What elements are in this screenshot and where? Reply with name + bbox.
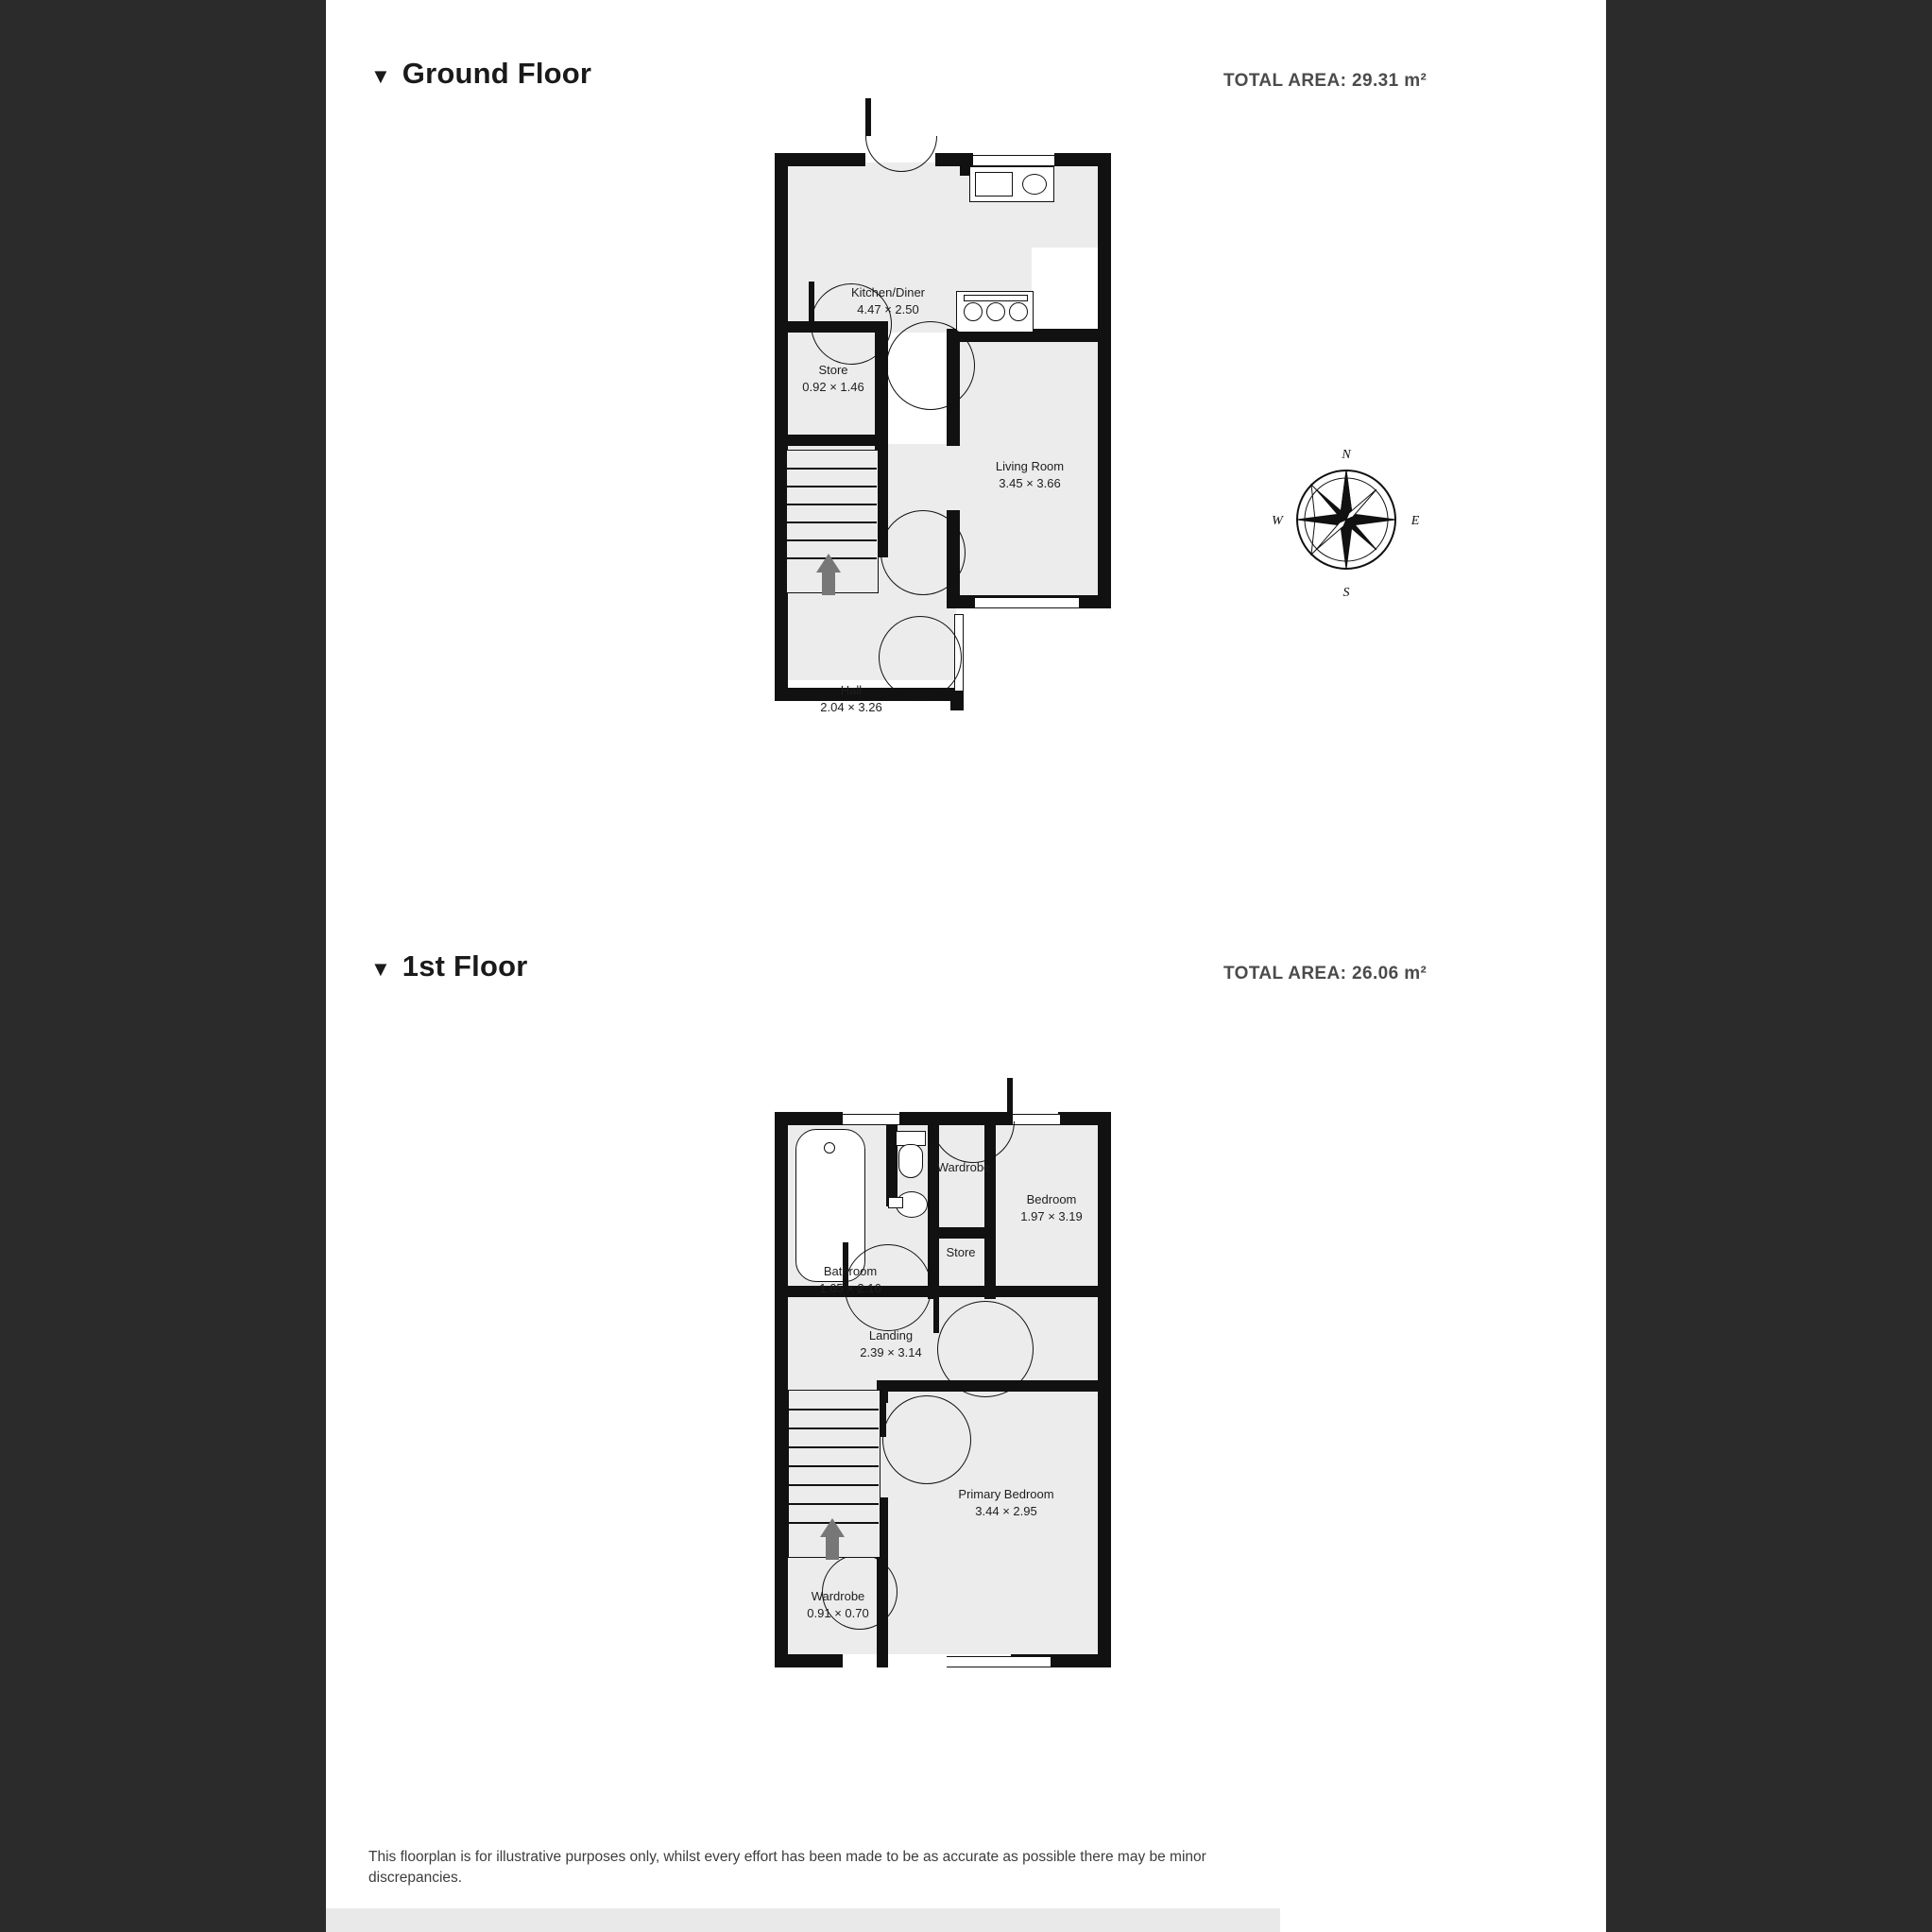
window-primary: [947, 1656, 1051, 1667]
room-name: Living Room: [995, 459, 1065, 473]
compass-icon: [1257, 430, 1436, 609]
stair-step: [788, 1465, 879, 1467]
stair-arrow-up-icon: [820, 1518, 845, 1537]
room-label-primary-bedroom: [921, 1486, 1091, 1519]
svg-text:N: N: [1342, 448, 1351, 462]
wall-top-left: [775, 1112, 843, 1125]
svg-text:S: S: [1342, 586, 1350, 600]
room-name: Bathroom: [823, 1264, 878, 1278]
room-label-store: [767, 362, 899, 395]
room-label-bathroom: [779, 1263, 921, 1296]
stair-step: [788, 1446, 879, 1448]
page-bottom-strip: [326, 1908, 1280, 1932]
stair-step: [786, 486, 877, 487]
window-living: [975, 597, 1079, 608]
stair-step: [786, 468, 877, 470]
room-label-wardrobe-lower: [777, 1588, 899, 1621]
stair-step: [788, 1484, 879, 1486]
window-bedroom: [1013, 1114, 1060, 1125]
section-title: Ground Floor: [402, 57, 592, 90]
wall-top-left: [775, 153, 865, 166]
room-dims: 3.45 × 3.66: [999, 475, 1061, 490]
bath-plug: [824, 1142, 835, 1154]
room-dims: 4.47 × 2.50: [857, 301, 919, 316]
door-leaf-kitchen-entry: [865, 98, 871, 136]
room-dims: 0.92 × 1.46: [802, 379, 864, 394]
wall-bottom-left: [775, 1654, 843, 1667]
room-label-living: [949, 458, 1110, 491]
room-name: Store: [818, 363, 848, 377]
svg-text:W: W: [1272, 514, 1283, 528]
hob-ring-2: [986, 302, 1005, 321]
stair-step: [786, 539, 877, 541]
hob-ring-3: [1009, 302, 1028, 321]
room-dims: 1.97 × 3.19: [1020, 1208, 1083, 1223]
door-leaf-primary: [881, 1393, 886, 1437]
room-label-kitchen: [803, 284, 973, 317]
stair-step: [786, 504, 877, 505]
section-header-first-floor[interactable]: [370, 949, 527, 983]
stair-step: [788, 1428, 879, 1429]
stair-arrow-shaft: [826, 1533, 839, 1560]
room-name: Wardrobe: [936, 1160, 991, 1174]
room-name: Kitchen/Diner: [850, 285, 926, 299]
room-dims: 3.44 × 2.95: [975, 1503, 1037, 1518]
room-label-landing: [820, 1327, 962, 1360]
wall-left: [775, 153, 788, 701]
stair-step: [788, 1409, 879, 1411]
svg-text:E: E: [1411, 514, 1420, 528]
sink-basin: [975, 172, 1013, 197]
stair-step: [786, 521, 877, 523]
stair-step: [788, 1503, 879, 1505]
compass-rose: [1257, 430, 1436, 609]
room-name: Store: [946, 1245, 976, 1259]
room-name: Bedroom: [1026, 1192, 1077, 1206]
room-dims: 2.04 × 3.26: [820, 699, 882, 714]
total-area-ground-floor: TOTAL AREA: 29.31 m²: [1223, 71, 1428, 91]
chevron-down-icon[interactable]: ▼: [370, 64, 391, 88]
door-arc-hall-kitchen: [886, 321, 975, 410]
total-area-first-floor: TOTAL AREA: 26.06 m²: [1223, 964, 1428, 983]
sink-drainer: [1022, 174, 1047, 195]
room-label-bedroom: [971, 1191, 1132, 1224]
room-label-store-upper: [918, 1244, 1003, 1261]
door-arc-living: [881, 510, 966, 595]
window-bathroom: [843, 1114, 899, 1125]
stair-arrow-up-icon: [816, 554, 841, 573]
window-kitchen: [973, 155, 1054, 166]
disclaimer-text: This floorplan is for illustrative purposes only, whilst every effort has been made to be as accurate as possible there may be minor discrepancies.: [368, 1849, 1206, 1887]
wall-left: [775, 1112, 788, 1667]
section-title: 1st Floor: [402, 949, 528, 983]
wall-bedroom-bottom: [928, 1286, 1111, 1297]
wall-right-upper: [1098, 153, 1111, 342]
hob-controls: [964, 295, 1028, 301]
wall-store-bottom: [786, 435, 888, 446]
ground-floor-plan: [775, 132, 1228, 727]
room-dims: 0.91 × 0.70: [807, 1605, 869, 1620]
room-name: Hall: [840, 683, 863, 697]
door-leaf-bedroom: [1007, 1078, 1013, 1125]
door-arc-primary: [882, 1395, 971, 1484]
stair-arrow-shaft: [822, 569, 835, 595]
room-label-wardrobe-upper: [912, 1159, 1016, 1176]
first-floor-plan: [775, 1101, 1228, 1705]
room-label-hall: [780, 682, 922, 715]
basin-tap: [888, 1197, 903, 1208]
room-name: Wardrobe: [811, 1589, 865, 1603]
room-name: Primary Bedroom: [958, 1487, 1054, 1501]
room-name: Landing: [868, 1328, 914, 1342]
section-header-ground-floor[interactable]: [370, 57, 591, 91]
chevron-down-icon[interactable]: ▼: [370, 957, 391, 981]
wall-entry-stub2: [950, 697, 964, 710]
room-dims: 1.65 × 2.16: [819, 1280, 881, 1295]
room-dims: 2.39 × 3.14: [860, 1344, 922, 1359]
